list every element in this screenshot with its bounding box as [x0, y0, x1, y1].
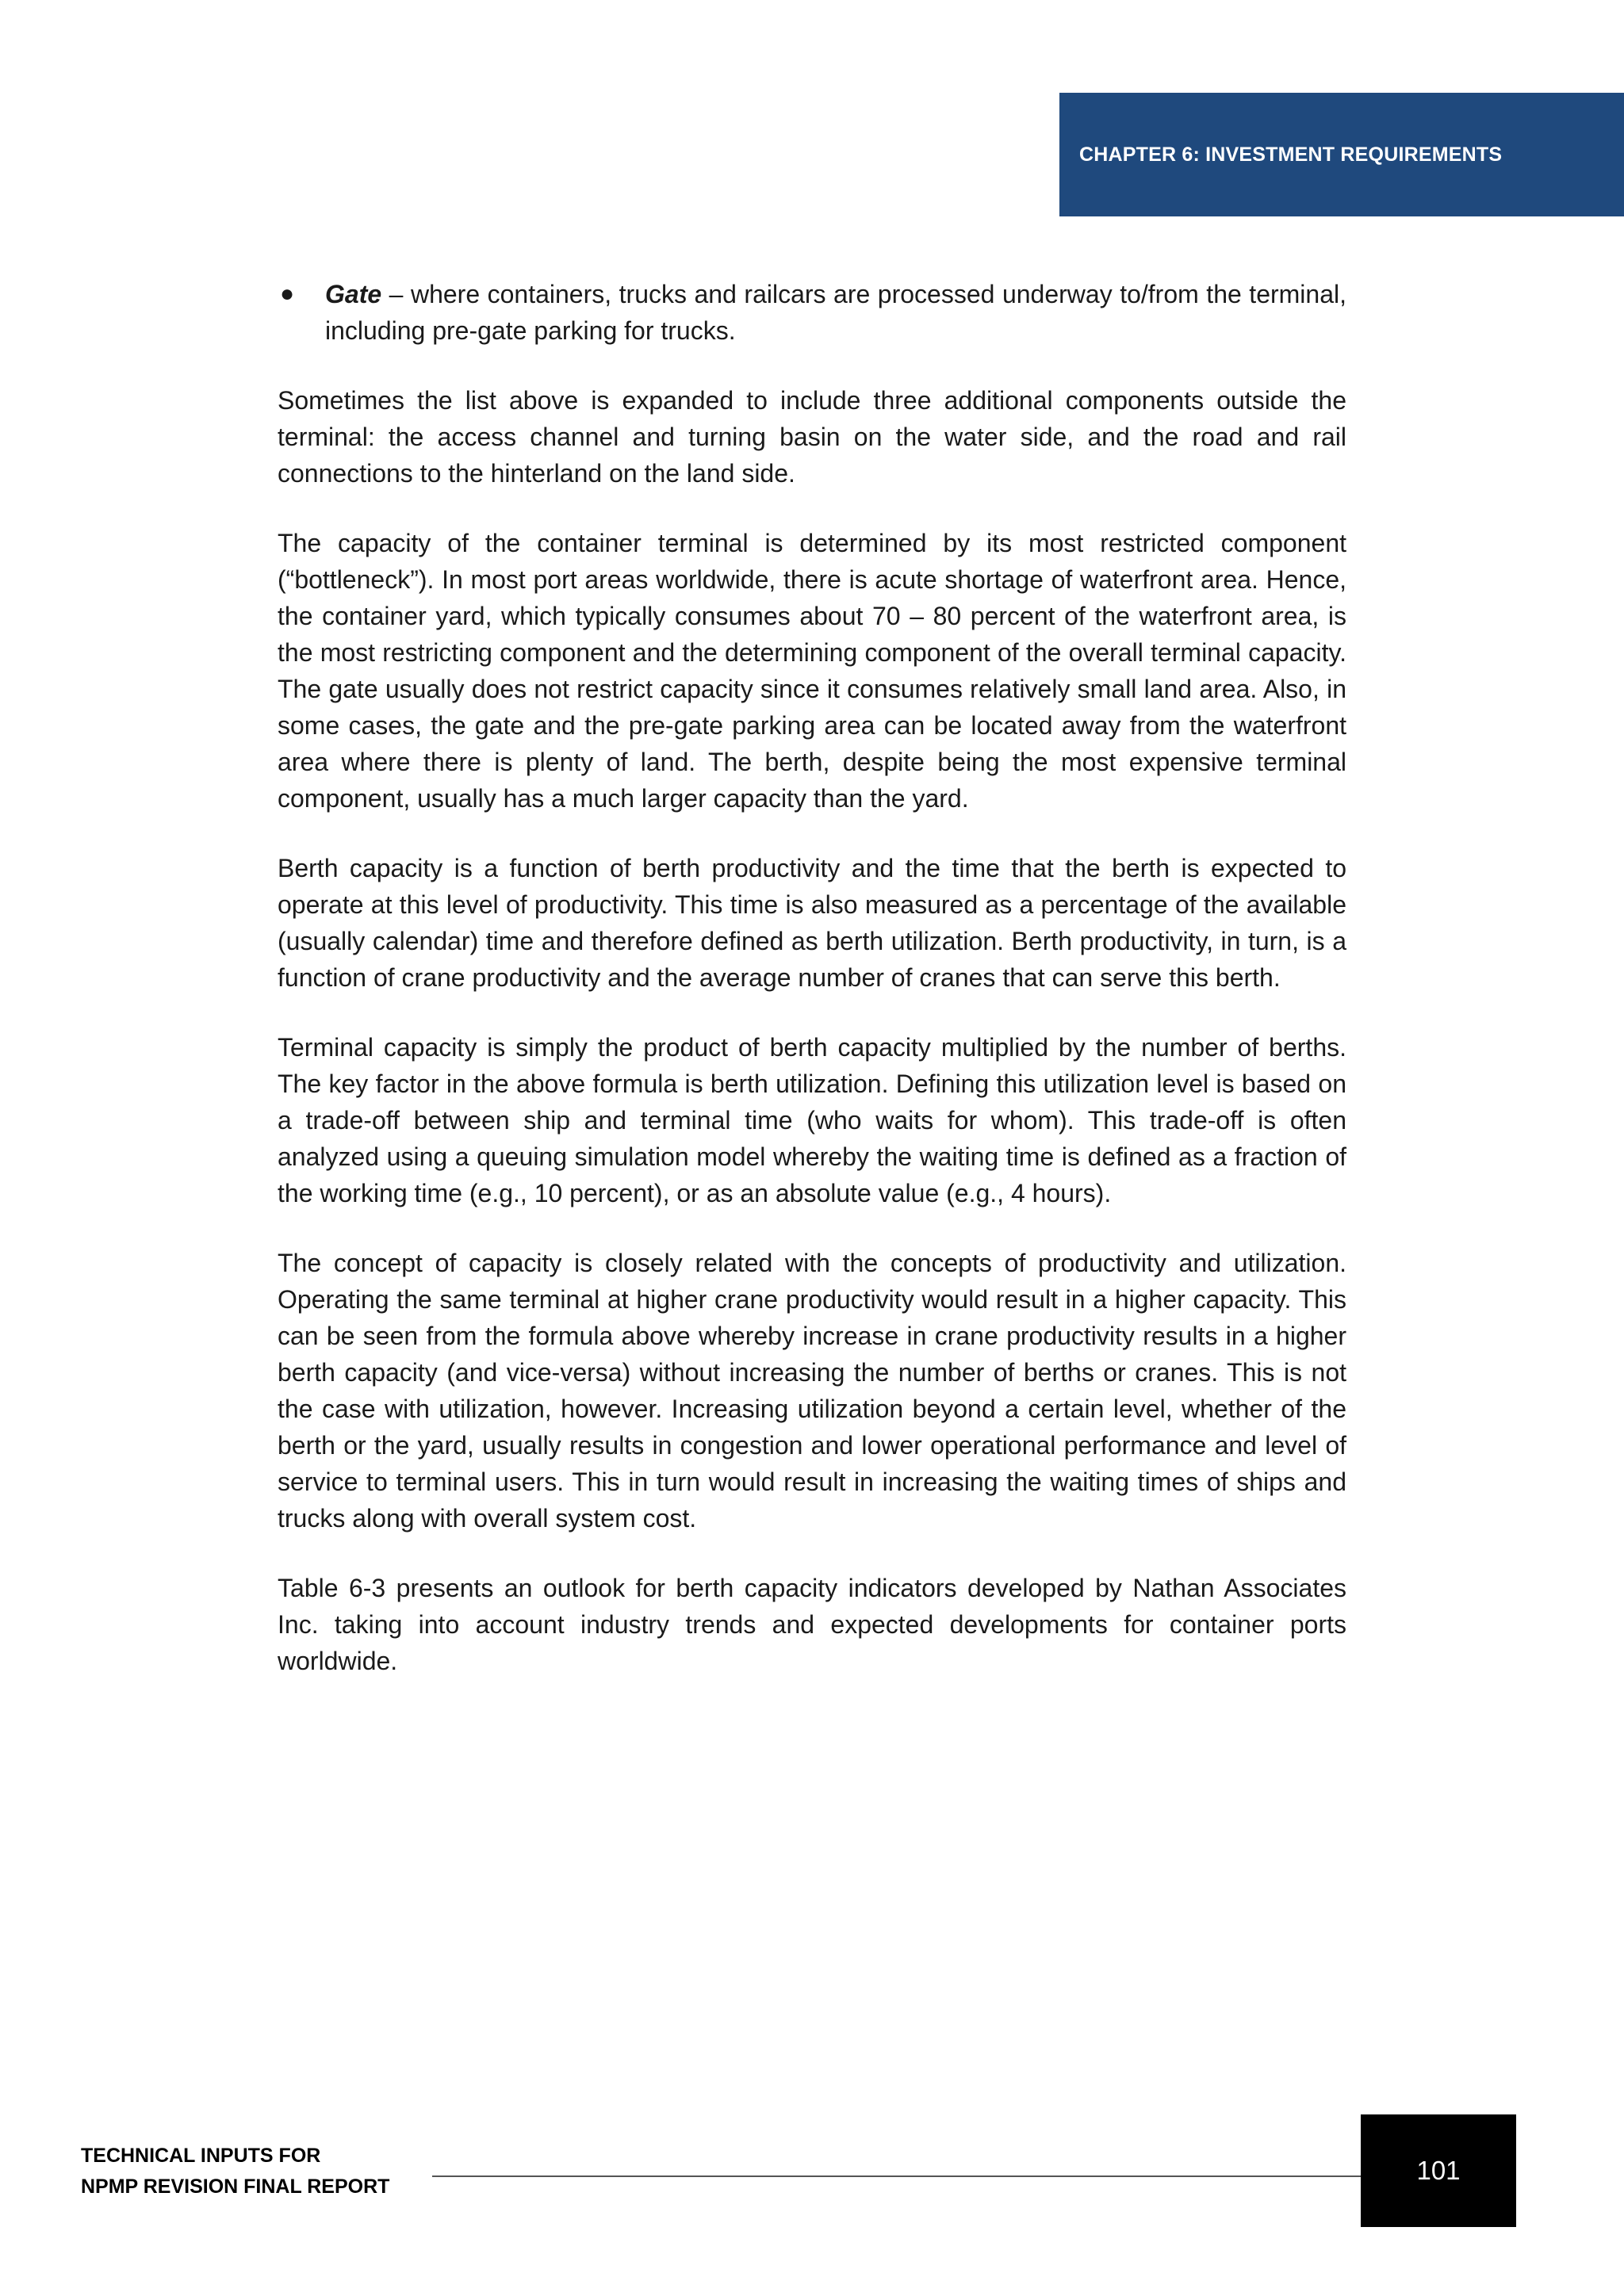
- paragraph-terminal-capacity: The capacity of the container terminal is determined by its most restricted component (“bottleneck”). In most port areas worldwide, there is acute shortage of waterfront area. Hence, the container yard, which typically consumes about 70 – 80 percent of the waterfront area, is the most restricting component and the determining component of the overall terminal capacity. The gate usually does not restrict capacity since it consumes relatively small land area. Also, in some cases, the gate and the pre-gate parking area can be located away from the waterfront area where there is plenty of land. The berth, despite being the most expensive terminal component, usually has a much larger capacity than the yard.: [278, 529, 1346, 813]
- paragraph-productivity-utilization: The concept of capacity is closely related with the concepts of productivity and utilization. Operating the same terminal at higher crane productivity would result in a higher capacity. This can be seen from the formula above whereby increase in crane productivity results in a higher berth capacity (and vice-versa) without increasing the number of berths or cranes. This is not the case with utilization, however. Increasing utilization beyond a certain level, whether of the berth or the yard, usually results in congestion and lower operational performance and level of service to terminal users. This in turn would result in increasing the waiting times of ships and trucks along with overall system cost.: [278, 1249, 1346, 1533]
- footer-report-line-1: TECHNICAL INPUTS FOR: [81, 2145, 321, 2167]
- page-number-box: [1361, 2114, 1516, 2227]
- paragraph-berth-capacity: Berth capacity is a function of berth productivity and the time that the berth is expected to operate at this level of productivity. This time is also measured as a percentage of the available (usually calendar) time and therefore defined as berth utilization. Berth productivity, in turn, is a function of crane productivity and the average number of cranes that can serve this berth.: [278, 854, 1346, 992]
- bullet-term: Gate: [325, 280, 382, 308]
- chapter-header-banner: [1059, 93, 1624, 216]
- bullet-text: – where containers, trucks and railcars are processed underway to/from the terminal, including pre-gate parking for trucks.: [325, 280, 1346, 345]
- chapter-title: CHAPTER 6: INVESTMENT REQUIREMENTS: [1079, 143, 1503, 166]
- main-content: [278, 276, 1346, 1712]
- paragraph-table-reference: Table 6-3 presents an outlook for berth capacity indicators developed by Nathan Associates Inc. taking into account industry trends and expected developments for container ports worldwide.: [278, 1574, 1346, 1675]
- footer-report-title: [81, 2141, 389, 2202]
- page-number: 101: [1416, 2156, 1461, 2185]
- bullet-item-gate: [278, 276, 1346, 349]
- paragraph-terminal-components: Sometimes the list above is expanded to include three additional components outside the terminal: the access channel and turning basin on the water side, and the road and rail connections to the hinterland on the land side.: [278, 386, 1346, 488]
- bullet-icon: ●: [280, 281, 295, 307]
- paragraph-berth-utilization: Terminal capacity is simply the product of berth capacity multiplied by the number of berths. The key factor in the above formula is berth utilization. Defining this utilization level is based on a trade-off between ship and terminal time (who waits for whom). This trade-off is often analyzed using a queuing simulation model whereby the waiting time is defined as a fraction of the working time (e.g., 10 percent), or as an absolute value (e.g., 4 hours).: [278, 1033, 1346, 1207]
- footer-report-line-2: NPMP REVISION FINAL REPORT: [81, 2175, 390, 2198]
- footer-divider: [432, 2175, 1362, 2177]
